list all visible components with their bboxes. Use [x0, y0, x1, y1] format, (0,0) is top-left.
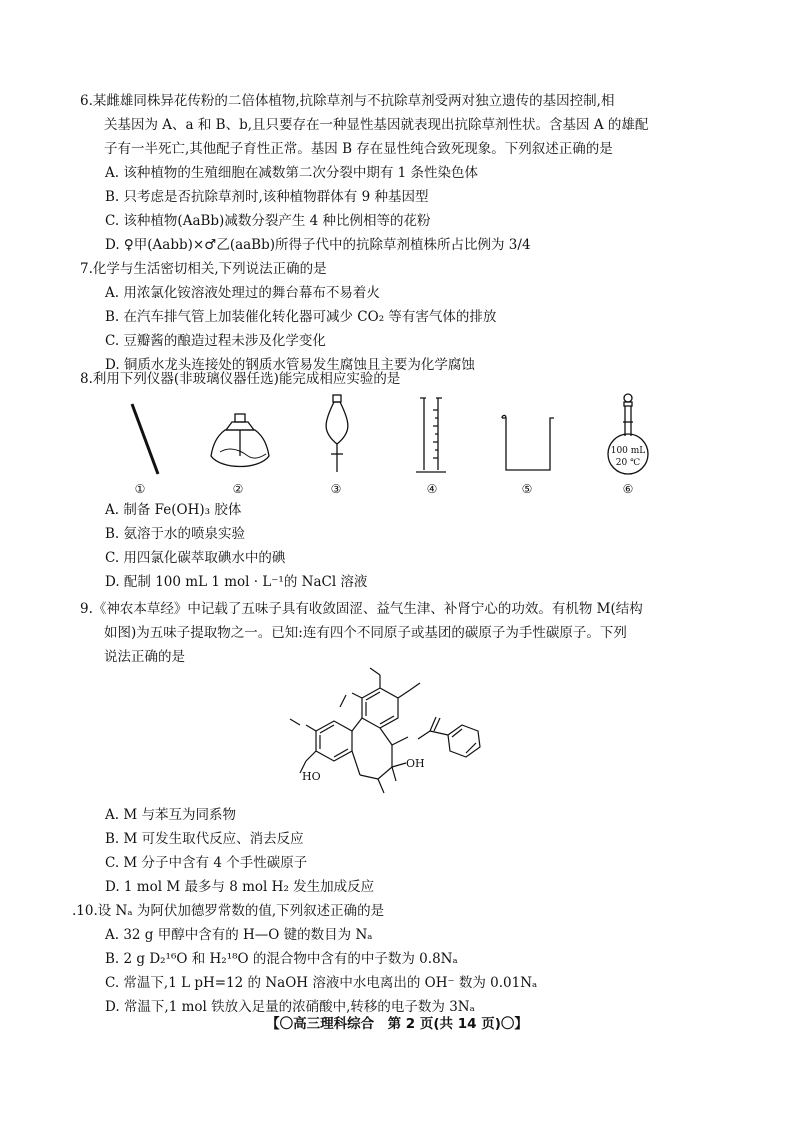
question-7-option-c: C. 豆瓣酱的酿造过程未涉及化学变化	[105, 333, 326, 349]
molecule-m-structure	[0, 665, 794, 815]
question-7-option-d: D. 铜质水龙头连接处的钢质水管易发生腐蚀且主要为化学腐蚀	[105, 357, 475, 373]
flask-volume-label: 100 mL	[610, 446, 646, 456]
apparatus-label-4: ④	[426, 482, 438, 496]
apparatus-label-5: ⑤	[521, 482, 533, 496]
question-8-option-b: B. 氨溶于水的喷泉实验	[105, 526, 246, 542]
apparatus-figure	[0, 392, 794, 512]
question-8-option-c: C. 用四氯化碳萃取碘水中的碘	[105, 550, 286, 566]
flask-temp-label: 20 ℃	[615, 458, 641, 468]
question-7-stem: 7.化学与生活密切相关,下列说法正确的是	[80, 261, 327, 277]
glass-rod-icon	[132, 404, 158, 474]
question-10-stem: .10.设 Nₐ 为阿伏加德罗常数的值,下列叙述正确的是	[72, 903, 385, 919]
question-10-option-b: B. 2 g D₂¹⁶O 和 H₂¹⁸O 的混合物中含有的中子数为 0.8Nₐ	[105, 951, 458, 967]
apparatus-label-2: ②	[232, 482, 244, 496]
apparatus-label-3: ③	[330, 482, 342, 496]
question-6-stem-line-3: 子有一半死亡,其他配子育性正常。基因 B 存在显性纯合致死现象。下列叙述正确的是	[104, 141, 613, 157]
question-7-option-a: A. 用浓氯化铵溶液处理过的舞台幕布不易着火	[105, 285, 380, 301]
question-10-option-c: C. 常温下,1 L pH=12 的 NaOH 溶液中水电离出的 OH⁻ 数为 0.01Nₐ	[105, 975, 538, 991]
question-9-option-d: D. 1 mol M 最多与 8 mol H₂ 发生加成反应	[105, 879, 375, 895]
question-6-option-a: A. 该种植物的生殖细胞在减数第二次分裂中期有 1 条性染色体	[105, 165, 479, 181]
question-9-stem-line-2: 如图)为五味子提取物之一。已知:连有四个不同原子或基团的碳原子为手性碳原子。下列	[104, 625, 627, 641]
question-6-option-c: C. 该种植物(AaBb)减数分裂产生 4 种比例相等的花粉	[105, 213, 431, 229]
question-9-stem-line-3: 说法正确的是	[104, 649, 185, 665]
question-6-option-d: D. ♀甲(Aabb)×♂乙(aaBb)所得子代中的抗除草剂植株所占比例为 3/4	[105, 237, 531, 253]
question-8-option-a: A. 制备 Fe(OH)₃ 胶体	[105, 502, 242, 518]
question-9-option-a: A. M 与苯互为同系物	[105, 807, 236, 823]
question-6-stem-line-2: 关基因为 A、a 和 B、b,且只要存在一种显性基因就表现出抗除草剂性状。含基因 A 的雄配	[104, 117, 649, 133]
question-8-option-d: D. 配制 100 mL 1 mol · L⁻¹的 NaCl 溶液	[105, 574, 368, 590]
apparatus-label-1: ①	[134, 482, 146, 496]
question-8-stem: 8.利用下列仪器(非玻璃仪器任选)能完成相应实验的是	[80, 371, 401, 387]
apparatus-label-6: ⑥	[622, 482, 634, 496]
question-6-option-b: B. 只考虑是否抗除草剂时,该种植物群体有 9 种基因型	[105, 189, 429, 205]
question-6-stem-line-1: 6.某雌雄同株异花传粉的二倍体植物,抗除草剂与不抗除草剂受两对独立遗传的基因控制,相	[80, 93, 615, 109]
beaker-icon	[502, 415, 554, 470]
molecule-oh-label: OH	[406, 757, 425, 770]
question-9-option-b: B. M 可发生取代反应、消去反应	[105, 831, 304, 847]
question-9-option-c: C. M 分子中含有 4 个手性碳原子	[105, 855, 308, 871]
graduated-cylinder-icon	[416, 398, 446, 472]
question-9-stem-line-1: 9.《神农本草经》中记载了五味子具有收敛固涩、益气生津、补肾宁心的功效。有机物 M(结构	[80, 601, 643, 617]
molecule-ho-label: HO	[302, 770, 321, 783]
alcohol-lamp-icon	[211, 414, 269, 467]
separatory-funnel-icon	[326, 395, 348, 472]
question-10-option-a: A. 32 g 甲醇中含有的 H—O 键的数目为 Nₐ	[105, 927, 373, 943]
question-10-option-d: D. 常温下,1 mol 铁放入足量的浓硝酸中,转移的电子数为 3Nₐ	[105, 999, 475, 1015]
page-footer: 【〇高三理科综合 第 2 页(共 14 页)〇】	[266, 1016, 528, 1032]
question-7-option-b: B. 在汽车排气管上加装催化转化器可减少 CO₂ 等有害气体的排放	[105, 309, 497, 325]
